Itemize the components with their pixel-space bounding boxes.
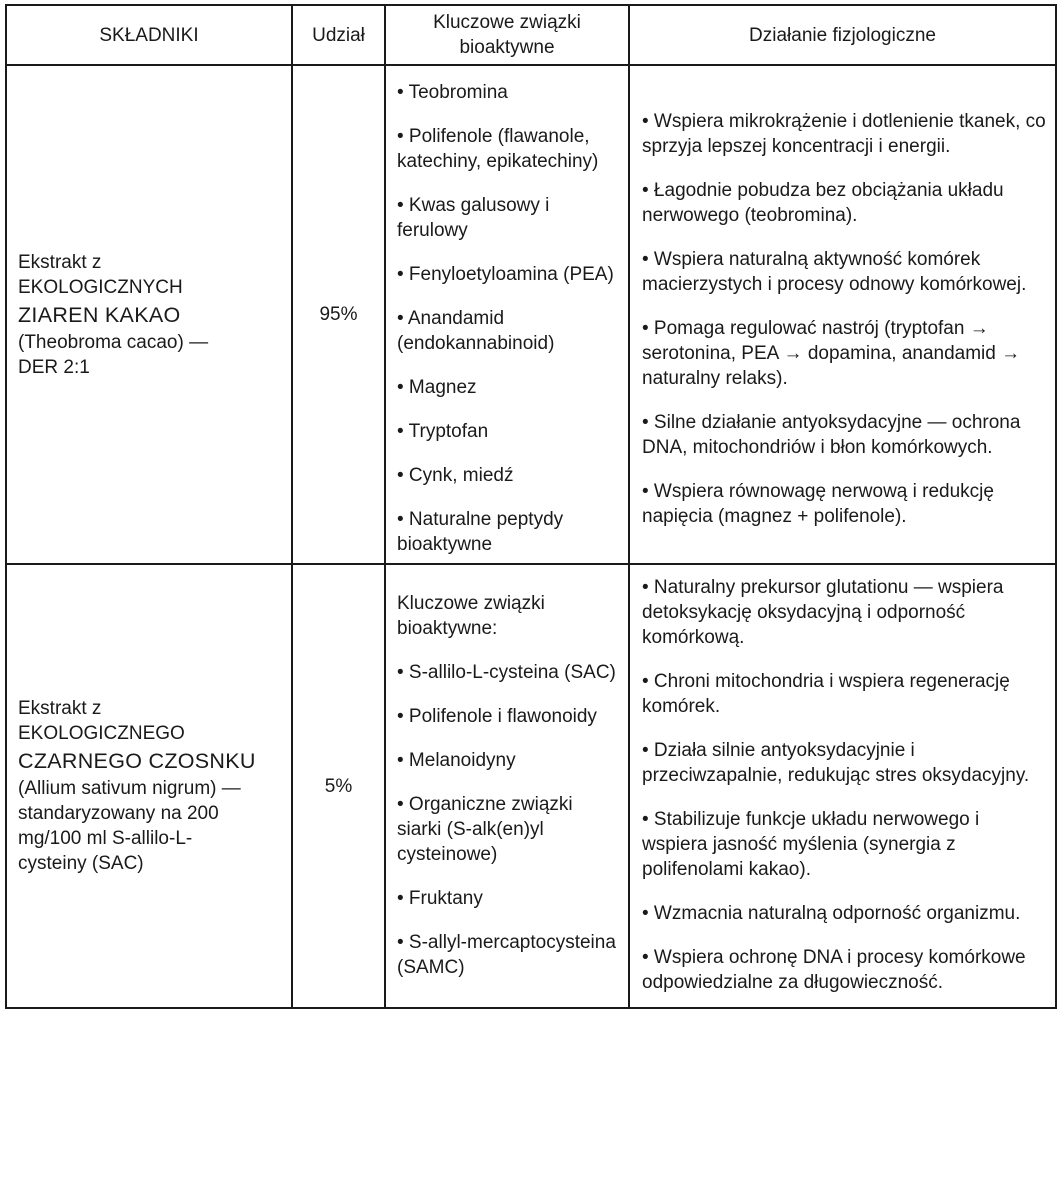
compound-item: • Tryptofan xyxy=(397,421,489,442)
action-item: • Silne działanie antyoksydacyjne — ochrona DNA, mitochondriów i błon komórkowych. xyxy=(642,411,1021,458)
compound-item: • Magnez xyxy=(397,377,477,398)
compound-item: • Naturalne peptydy bioaktywne xyxy=(397,509,564,555)
action-item: • Naturalny prekursor glutationu — wspiera detoksykację oksydacyjną i odporność komórkową. xyxy=(642,577,1004,648)
ingredient-line: EKOLOGICZNYCH xyxy=(18,276,183,298)
compound-item: • Anandamid (endokannabinoid) xyxy=(397,308,555,354)
header-compounds xyxy=(385,5,629,65)
compound-item: • Fenyloetyloamina (PEA) xyxy=(397,264,614,285)
share-cell: 95% xyxy=(292,65,385,564)
ingredient-cell xyxy=(6,65,292,564)
ingredient-line: Ekstrakt z xyxy=(18,698,102,719)
ingredient-cell xyxy=(6,564,292,1008)
action-cell xyxy=(629,564,1056,1008)
action-item: • Stabilizuje funkcje układu nerwowego i wspiera jasność myślenia (synergia z polifenolami kakao). xyxy=(642,809,980,880)
action-item: • Wspiera mikrokrążenie i dotlenienie tkanek, co sprzyja lepszej koncentracji i energii. xyxy=(642,110,1046,157)
compound-item: • Fruktany xyxy=(397,887,483,909)
action-item: • Chroni mitochondria i wspiera regenerację komórek. xyxy=(642,671,1010,717)
action-item: • Pomaga regulować nastrój (tryptofan → serotonina, PEA → dopamina, anandamid → naturalny relaks). xyxy=(642,317,1021,389)
ingredient-name: ZIAREN KAKAO xyxy=(18,302,181,327)
action-item: • Łagodnie pobudza bez obciążania układu nerwowego (teobromina). xyxy=(642,179,1004,226)
header-compounds-line-2: bioaktywne xyxy=(459,37,555,58)
action-item: • Działa silnie antyoksydacyjnie i przeciwzapalnie, redukując stres oksydacyjny. xyxy=(642,740,1030,786)
header-share: Udział xyxy=(292,5,385,65)
ingredient-line: (Allium sativum nigrum) — xyxy=(18,778,241,799)
compound-item: • Polifenole i flawonoidy xyxy=(397,705,597,727)
ingredient-line: mg/100 ml S-allilo-L- xyxy=(18,828,193,849)
compound-item: • Kwas galusowy i ferulowy xyxy=(397,195,550,241)
action-cell xyxy=(629,65,1056,564)
action-item: • Wspiera ochronę DNA i procesy komórkowe odpowiedzialne za długowieczność. xyxy=(642,947,1026,993)
ingredient-name: CZARNEGO CZOSNKU xyxy=(18,749,256,773)
action-item: • Wspiera naturalną aktywność komórek macierzystych i procesy odnowy komórkowej. xyxy=(642,248,1027,295)
compound-item: • Organiczne związki siarki (S-alk(en)yl cysteinowe) xyxy=(397,793,573,865)
ingredient-line: EKOLOGICZNEGO xyxy=(18,723,185,744)
compound-item: • S-allilo-L-cysteina (SAC) xyxy=(397,661,616,683)
ingredient-line: cysteiny (SAC) xyxy=(18,853,144,874)
compound-item: • Cynk, miedź xyxy=(397,465,514,486)
ingredient-line: DER 2:1 xyxy=(18,356,90,378)
table-header-row xyxy=(6,5,1056,65)
ingredient-line: standaryzowany na 200 xyxy=(18,803,219,824)
ingredient-line: (Theobroma cacao) — xyxy=(18,331,209,353)
compound-item: • Polifenole (flawanole, katechiny, epikatechiny) xyxy=(397,126,599,172)
compounds-cell xyxy=(385,564,629,1008)
header-compounds-line-1: Kluczowe związki xyxy=(433,12,581,33)
action-item: • Wspiera równowagę nerwową i redukcję napięcia (magnez + polifenole). xyxy=(642,480,994,527)
share-cell: 5% xyxy=(292,564,385,1008)
ingredients-table xyxy=(5,4,1057,1009)
compound-heading: Kluczowe związki bioaktywne: xyxy=(397,592,545,639)
compounds-cell xyxy=(385,65,629,564)
header-ingredients: SKŁADNIKI xyxy=(6,5,292,65)
action-item: • Wzmacnia naturalną odporność organizmu. xyxy=(642,903,1021,924)
ingredient-line: Ekstrakt z xyxy=(18,251,102,273)
table-row-cocoa xyxy=(6,65,1056,564)
compound-item: • Teobromina xyxy=(397,82,508,103)
compound-item: • S-allyl-mercaptocysteina (SAMC) xyxy=(397,931,616,978)
header-action: Działanie fizjologiczne xyxy=(629,5,1056,65)
compound-item: • Melanoidyny xyxy=(397,749,516,771)
table-row-black-garlic xyxy=(6,564,1056,1008)
